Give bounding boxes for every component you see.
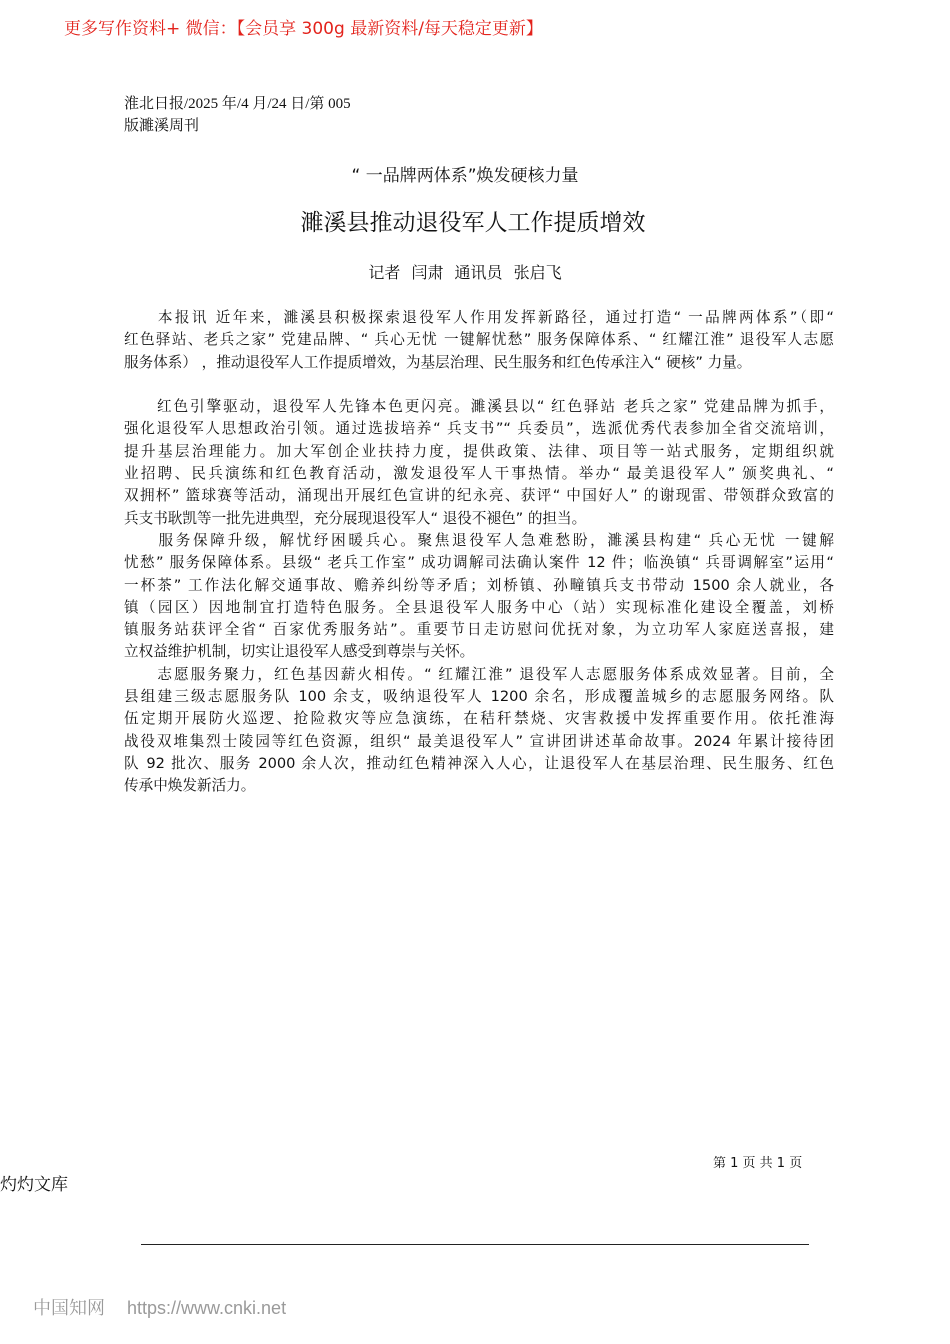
paragraph-line: 提升基层治理能力。加大军创企业扶持力度，提供政策、法律、项目等一站式服务，定期组织就 bbox=[124, 442, 834, 460]
article-byline: 记者 闫肃 通讯员 张启飞 bbox=[368, 263, 562, 282]
article-body bbox=[124, 307, 834, 798]
paragraph-line: 一杯茶” 工作法化解交通事故、赡养纠纷等矛盾；刘桥镇、孙疃镇兵支书带动 1500 余人就业，各 bbox=[124, 576, 834, 594]
promo-banner: 更多写作资料+ 微信：【会员享 300g 最新资料/每天稳定更新】 bbox=[64, 19, 543, 39]
page-number: 第 1 页 共 1 页 bbox=[713, 1156, 803, 1171]
paragraph-line: 红色引擎驱动，退役军人先锋本色更闪亮。濉溪县以“ 红色驿站 老兵之家” 党建品牌为抓手， bbox=[124, 398, 834, 416]
source-citation bbox=[124, 93, 351, 137]
paragraph-line: 双拥杯” 篮球赛等活动，涌现出开展红色宣讲的纪永亮、获评“ 中国好人” 的谢现雷、带领群众致富的 bbox=[124, 487, 834, 505]
paragraph-line: 传承中焕发新活力。 bbox=[124, 777, 256, 795]
paragraph-line: 服务保障升级，解忧纾困暖兵心。聚焦退役军人急难愁盼，濉溪县构建“ 兵心无忧 一键解 bbox=[124, 531, 834, 549]
paragraph-line: 镇（园区）因地制宜打造特色服务。全县退役军人服务中心（站）实现标准化建设全覆盖，刘桥 bbox=[124, 598, 834, 616]
paragraph-line: 志愿服务聚力，红色基因薪火相传。“ 红耀江淮” 退役军人志愿服务体系成效显著。目前，全 bbox=[124, 665, 834, 683]
article-paragraph bbox=[124, 530, 834, 664]
footer-divider bbox=[141, 1244, 809, 1245]
paragraph-line: 伍定期开展防火巡逻、抢险救灾等应急演练，在秸秆禁烧、灾害救援中发挥重要作用。依托淮海 bbox=[124, 710, 834, 728]
paragraph-line: 本报讯 近年来，濉溪县积极探索退役军人作用发挥新路径，通过打造“ 一品牌两体系”（即“ bbox=[124, 309, 834, 326]
paragraph-line: 红色驿站、老兵之家” 党建品牌、“ 兵心无忧 一键解忧愁” 服务保障体系、“ 红耀江淮” 退役军人志愿 bbox=[124, 331, 834, 349]
cnki-watermark bbox=[33, 1294, 286, 1320]
article-paragraph bbox=[124, 664, 834, 798]
article-paragraph bbox=[124, 396, 834, 530]
cnki-name: 中国知网 bbox=[33, 1298, 105, 1319]
paragraph-line: 忧愁” 服务保障体系。县级“ 老兵工作室” 成功调解司法确认案件 12 件；临涣镇“ 兵哥调解室”运用“ bbox=[124, 554, 834, 572]
paragraph-line: 镇服务站获评全省“ 百家优秀服务站”。重要节日走访慰问优抚对象，为立功军人家庭送喜报，建 bbox=[124, 621, 834, 639]
article-title: 濉溪县推动退役军人工作提质增效 bbox=[300, 210, 646, 236]
paragraph-line: 立权益维护机制，切实让退役军人感受到尊崇与关怀。 bbox=[124, 643, 475, 661]
paragraph-line: 强化退役军人思想政治引领。通过选拔培养“ 兵支书”“ 兵委员”，选派优秀代表参加全省交流培训， bbox=[124, 420, 834, 438]
paragraph-line: 战役双堆集烈士陵园等红色资源，组织“ 最美退役军人” 宣讲团讲述革命故事。2024 年累计接待团 bbox=[124, 732, 834, 750]
paragraph-line: 县组建三级志愿服务队 100 余支，吸纳退役军人 1200 余名，形成覆盖城乡的志愿服务网络。队 bbox=[124, 688, 834, 706]
paragraph-line: 队 92 批次、服务 2000 余人次，推动红色精神深入人心，让退役军人在基层治理、民生服务、红色 bbox=[124, 754, 834, 772]
site-name: 灼灼文库 bbox=[0, 1175, 68, 1195]
paragraph-line: 服务体系） ，推动退役军人工作提质增效，为基层治理、民生服务和红色传承注入“ 硬核” 力量。 bbox=[124, 353, 752, 371]
source-line-2: 版濉溪周刊 bbox=[124, 118, 200, 134]
paragraph-line: 业招聘、民兵演练和红色教育活动，激发退役军人干事热情。举办“ 最美退役军人” 颁奖典礼、“ bbox=[124, 465, 834, 483]
article-paragraph bbox=[124, 307, 834, 374]
paragraph-line: 兵支书耿凯等一批先进典型，充分展现退役军人“ 退役不褪色” 的担当。 bbox=[124, 509, 587, 527]
article-subtitle: “ 一品牌两体系”焕发硬核力量 bbox=[351, 166, 579, 186]
cnki-url: https://www.cnki.net bbox=[127, 1298, 287, 1318]
source-line-1: 淮北日报/2025 年/4 月/24 日/第 005 bbox=[124, 96, 351, 112]
